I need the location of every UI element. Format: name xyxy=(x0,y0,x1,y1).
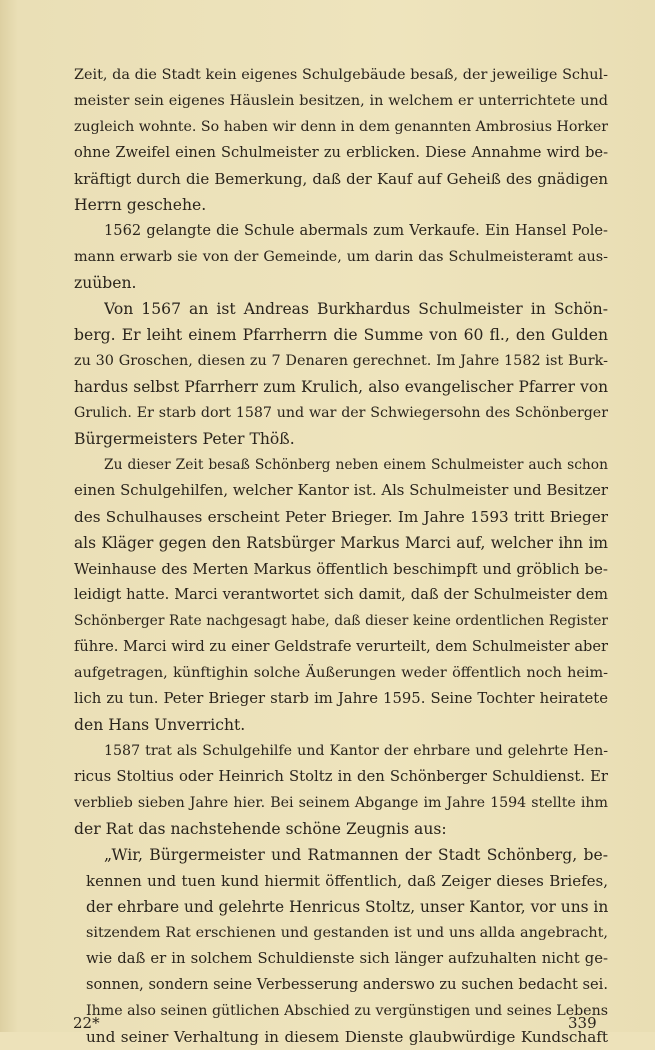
text-line: Grulich. Er starb dort 1587 und war der Schwiegersohn des Schönberger xyxy=(74,405,608,421)
text-line: Zu dieser Zeit besaß Schönberg neben einem Schulmeister auch schon xyxy=(104,457,608,473)
page-number: 339 xyxy=(568,1014,597,1032)
text-line: zu 30 Groschen, diesen zu 7 Denaren gerechnet. Im Jahre 1582 ist Burk- xyxy=(74,353,608,369)
text-line: führe. Marci wird zu einer Geldstrafe verurteilt, dem Schulmeister aber xyxy=(74,638,608,655)
text-line: verblieb sieben Jahre hier. Bei seinem Abgange im Jahre 1594 stellte ihm xyxy=(74,795,608,811)
text-line: ricus Stoltius oder Heinrich Stoltz in den Schönberger Schuldienst. Er xyxy=(74,768,608,785)
text-line: zugleich wohnte. So haben wir denn in dem genannten Ambrosius Horker xyxy=(74,119,608,135)
text-line: 1562 gelangte die Schule abermals zum Verkaufe. Ein Hansel Pole- xyxy=(104,222,608,239)
text-line: ohne Zweifel einen Schulmeister zu erblicken. Diese Annahme wird be- xyxy=(74,144,608,161)
text-line: Schönberger Rate nachgesagt habe, daß dieser keine ordentlichen Register xyxy=(74,613,608,629)
signature-mark: 22* xyxy=(73,1014,100,1032)
text-line: mann erwarb sie von der Gemeinde, um darin das Schulmeisteramt aus- xyxy=(74,249,608,265)
quote-line: „Wir, Bürgermeister und Ratmannen der Stadt Schönberg, be- xyxy=(104,846,608,864)
text-line: zuüben. xyxy=(74,274,137,292)
text-line: Zeit, da die Stadt kein eigenes Schulgebäude besaß, der jeweilige Schul- xyxy=(74,67,608,83)
text-line: Von 1567 an ist Andreas Burkhardus Schulmeister in Schön- xyxy=(104,300,608,318)
text-line: 1587 trat als Schulgehilfe und Kantor der ehrbare und gelehrte Hen- xyxy=(104,743,608,759)
quote-line: wie daß er in solchem Schuldienste sich länger aufzuhalten nicht ge- xyxy=(86,950,608,967)
text-line: der Rat das nachstehende schöne Zeugnis aus: xyxy=(74,820,447,838)
text-line: einen Schulgehilfen, welcher Kantor ist. Als Schulmeister und Besitzer xyxy=(74,482,608,499)
text-line: des Schulhauses erscheint Peter Brieger. Im Jahre 1593 tritt Brieger xyxy=(74,508,608,526)
text-line: berg. Er leiht einem Pfarrherrn die Summe von 60 fl., den Gulden xyxy=(74,326,608,344)
text-line: Bürgermeisters Peter Thöß. xyxy=(74,430,295,448)
quote-line: Ihme also seinen gütlichen Abschied zu vergünstigen und seines Lebens xyxy=(86,1003,608,1019)
text-line: Weinhause des Merten Markus öffentlich beschimpft und gröblich be- xyxy=(74,560,608,578)
text-line: meister sein eigenes Häuslein besitzen, in welchem er unterrichtete und xyxy=(74,93,608,109)
quote-line: kennen und tuen kund hiermit öffentlich, daß Zeiger dieses Briefes, xyxy=(86,872,608,890)
text-line: hardus selbst Pfarrherr zum Krulich, also evangelischer Pfarrer von xyxy=(74,378,608,396)
quote-line: und seiner Verhaltung in diesem Dienste glaubwürdige Kundschaft xyxy=(86,1028,608,1046)
quote-line: sitzendem Rat erschienen und gestanden ist und uns allda angebracht, xyxy=(86,925,608,941)
quote-line: sonnen, sondern seine Verbesserung anderswo zu suchen bedacht sei. xyxy=(86,976,608,993)
text-line: als Kläger gegen den Ratsbürger Markus Marci auf, welcher ihn im xyxy=(74,534,608,552)
text-line: den Hans Unverricht. xyxy=(74,716,246,734)
text-line: lich zu tun. Peter Brieger starb im Jahre 1595. Seine Tochter heiratete xyxy=(74,690,608,707)
text-line: kräftigt durch die Bemerkung, daß der Kauf auf Geheiß des gnädigen xyxy=(74,170,608,188)
quote-line: der ehrbare und gelehrte Henricus Stoltz, unser Kantor, vor uns in xyxy=(86,898,608,916)
text-line: Herrn geschehe. xyxy=(74,196,207,214)
text-line: aufgetragen, künftighin solche Äußerungen weder öffentlich noch heim- xyxy=(74,665,608,681)
text-line: leidigt hatte. Marci verantwortet sich damit, daß der Schulmeister dem xyxy=(74,586,608,603)
